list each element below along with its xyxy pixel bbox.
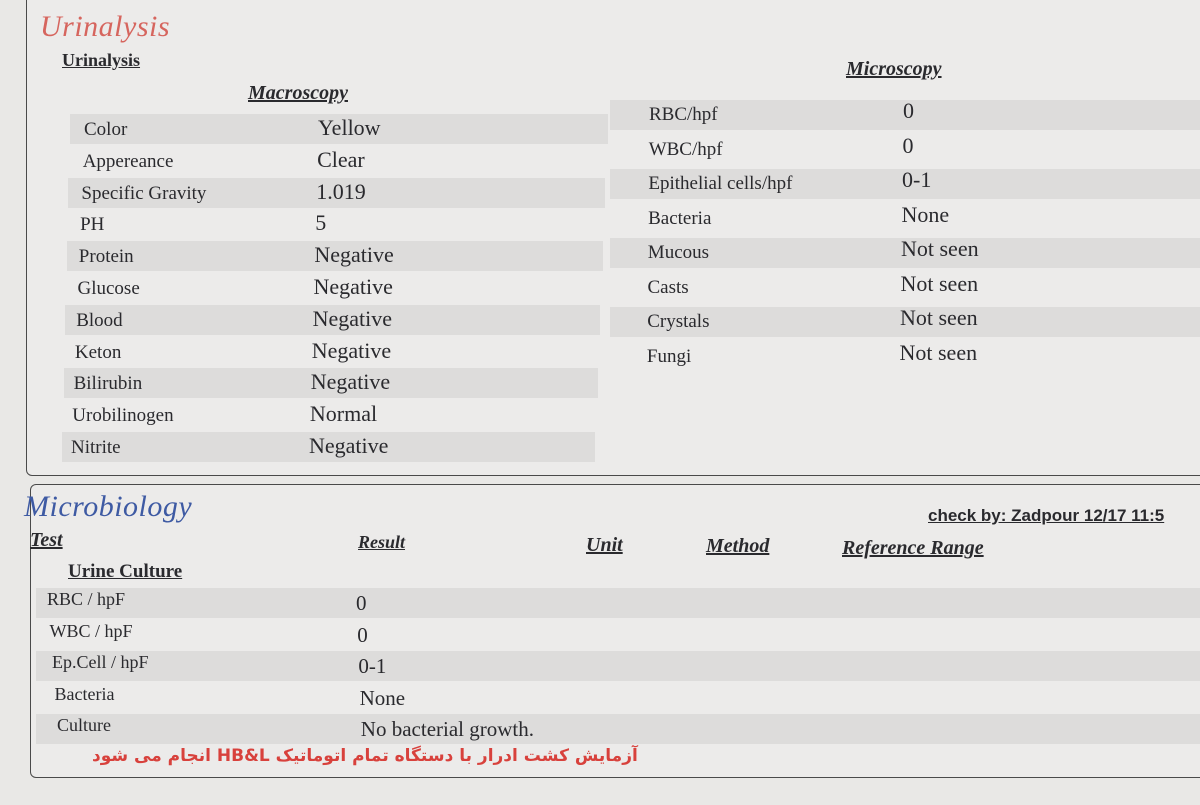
column-method: Method <box>706 535 770 557</box>
microscopy-row-value: Not seen <box>900 270 979 296</box>
microscopy-row-value: 0 <box>902 132 914 158</box>
macroscopy-row <box>68 178 605 208</box>
microscopy-heading: Microscopy <box>846 58 942 80</box>
urine-culture-row <box>36 588 1200 618</box>
macroscopy-row <box>69 146 607 176</box>
urine-culture-row <box>36 620 1200 650</box>
urine-culture-row-label: Culture <box>57 715 111 735</box>
macroscopy-row-value: Clear <box>317 146 365 172</box>
macroscopy-row <box>63 400 597 430</box>
macroscopy-row-value: 1.019 <box>316 178 366 204</box>
macroscopy-row-label: Nitrite <box>71 437 121 458</box>
macroscopy-row-label: Protein <box>78 246 134 268</box>
macroscopy-row-value: Negative <box>312 305 392 331</box>
urine-culture-row-label: RBC / hpF <box>47 589 126 609</box>
microscopy-row <box>610 132 1200 165</box>
urine-culture-row <box>36 651 1200 681</box>
urinalysis-subtitle: Urinalysis <box>62 50 141 70</box>
macroscopy-row <box>65 305 600 335</box>
footer-note: آزمایش کشت ادرار با دستگاه تمام اتوماتیک HB&L انجام می شود <box>92 746 638 766</box>
urine-culture-row <box>36 714 1200 744</box>
check-by-stamp: check by: Zadpour 12/17 11:5 <box>928 506 1165 525</box>
urine-culture-row-value: No bacterial growth. <box>360 717 534 741</box>
macroscopy-heading: Macroscopy <box>248 82 348 104</box>
macroscopy-row-value: Negative <box>310 369 391 395</box>
microscopy-row <box>610 270 1200 303</box>
urine-culture-row-label: Ep.Cell / hpF <box>52 652 149 672</box>
urinalysis-title: Urinalysis <box>40 10 171 43</box>
microscopy-row-value: Not seen <box>901 236 979 261</box>
macroscopy-row-label: Urobilinogen <box>72 405 174 427</box>
urine-culture-row-value: 0 <box>356 591 367 615</box>
microscopy-row-value: None <box>901 201 950 227</box>
microscopy-row-label: Bacteria <box>648 207 712 229</box>
macroscopy-row-label: Specific Gravity <box>81 182 207 204</box>
macroscopy-row-value: Negative <box>311 337 392 363</box>
urine-culture-row-label: Bacteria <box>54 683 115 704</box>
macroscopy-row-label: Keton <box>74 341 122 363</box>
urine-culture-row <box>36 683 1200 713</box>
microscopy-row-label: Fungi <box>646 345 692 367</box>
macroscopy-row-value: Normal <box>309 401 378 427</box>
microscopy-row <box>610 339 1200 372</box>
microscopy-row <box>610 100 1200 130</box>
macroscopy-row-label: PH <box>80 214 105 236</box>
macroscopy-row <box>62 432 595 462</box>
microscopy-row-value: 0-1 <box>902 167 932 192</box>
microscopy-row-value: Not seen <box>900 305 978 330</box>
microscopy-row-value: Not seen <box>899 339 978 365</box>
microscopy-row <box>610 307 1200 337</box>
macroscopy-row-label: Appereance <box>82 150 174 172</box>
macroscopy-row <box>64 337 599 367</box>
microscopy-row-value: 0 <box>903 98 914 123</box>
microscopy-row-label: RBC/hpf <box>649 104 718 125</box>
macroscopy-row <box>67 241 603 271</box>
macroscopy-row <box>64 368 598 398</box>
column-result: Result <box>358 532 406 552</box>
macroscopy-row-value: 5 <box>315 210 327 236</box>
column-unit: Unit <box>586 534 623 556</box>
macroscopy-row-value: Negative <box>309 433 389 458</box>
macroscopy-row-label: Bilirubin <box>73 373 143 395</box>
microscopy-row <box>610 238 1200 268</box>
microscopy-row-label: Crystals <box>647 311 710 332</box>
microscopy-row-label: Epithelial cells/hpf <box>648 173 793 194</box>
macroscopy-row <box>68 209 605 239</box>
microscopy-row <box>610 201 1200 234</box>
microscopy-row-label: Mucous <box>647 242 710 263</box>
urine-culture-row-value: None <box>359 685 406 710</box>
macroscopy-row-value: Negative <box>313 274 393 299</box>
urine-culture-row-label: WBC / hpF <box>49 620 133 641</box>
microscopy-row <box>610 169 1200 199</box>
urine-culture-row-value: 0 <box>357 622 368 647</box>
macroscopy-row-label: Blood <box>76 309 123 331</box>
macroscopy-row-label: Color <box>84 119 128 140</box>
microbiology-title: Microbiology <box>24 490 193 523</box>
microscopy-row-label: WBC/hpf <box>648 138 723 160</box>
macroscopy-row-label: Glucose <box>77 278 140 299</box>
macroscopy-row-value: Yellow <box>318 115 381 140</box>
urine-culture-row-value: 0-1 <box>358 654 387 678</box>
macroscopy-row <box>70 114 608 144</box>
urine-culture-heading: Urine Culture <box>68 561 183 582</box>
column-test: Test <box>30 529 63 551</box>
macroscopy-row <box>66 273 602 303</box>
macroscopy-row-value: Negative <box>314 242 394 268</box>
microscopy-row-label: Casts <box>647 276 689 298</box>
column-reference-range: Reference Range <box>842 537 984 559</box>
